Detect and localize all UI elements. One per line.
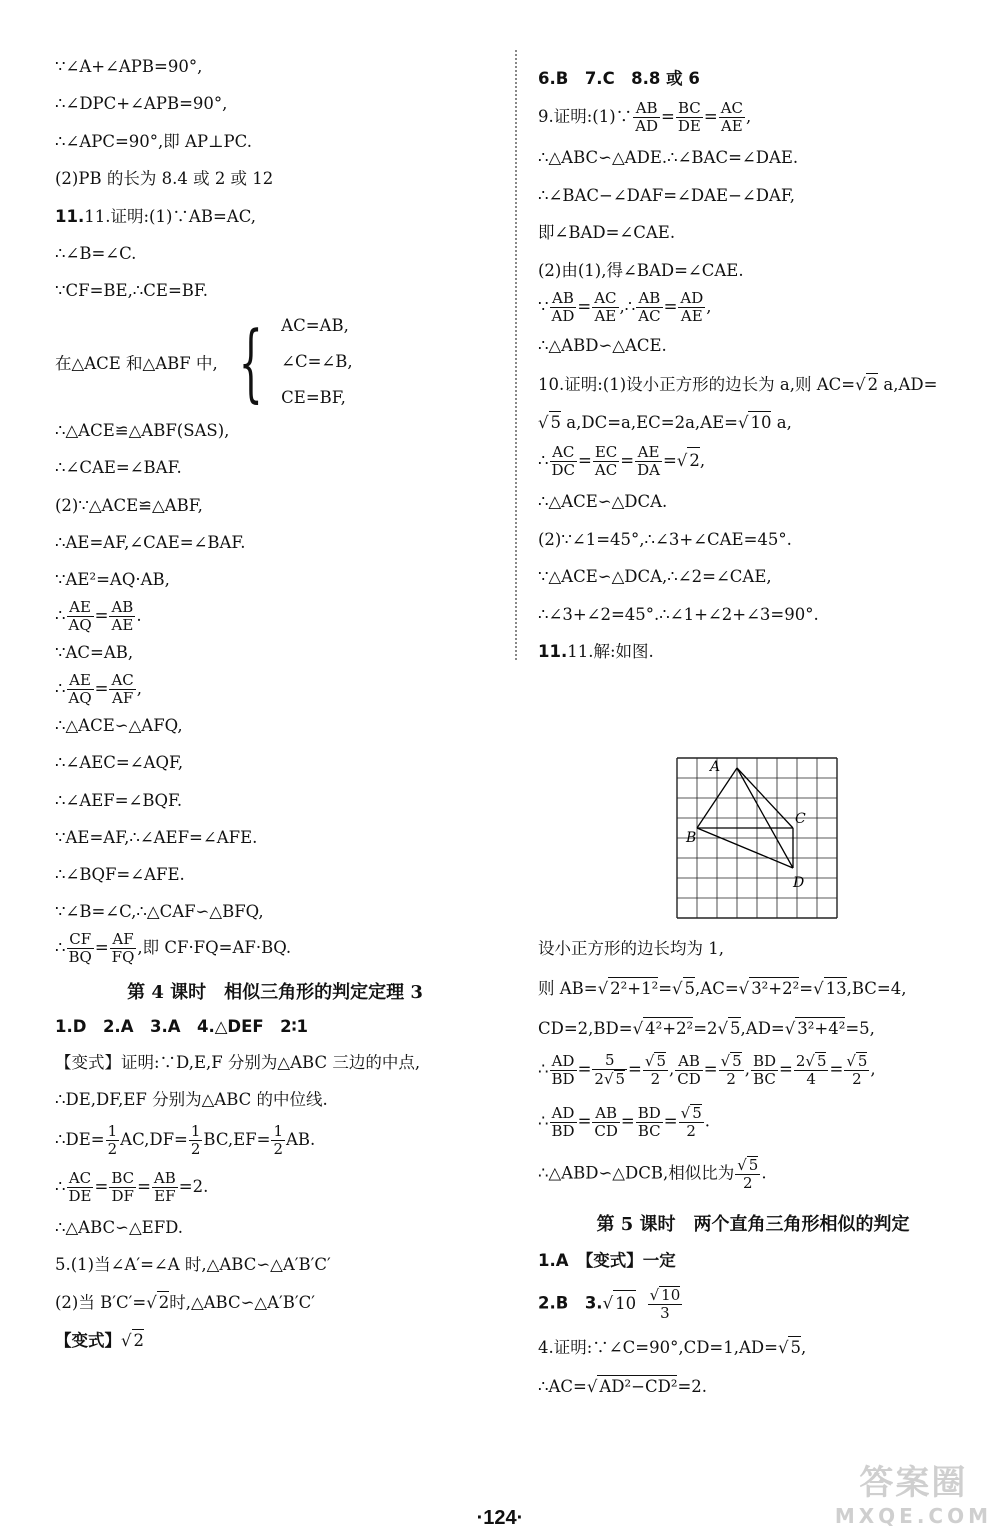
- text: (2)当 B′C′=: [55, 1293, 147, 1312]
- radicand: 2²+1²: [610, 979, 659, 998]
- radicand: 5: [692, 1104, 702, 1122]
- numerator: AB: [636, 290, 662, 308]
- text-line: (2)∵∠1=45°,∴∠3+∠CAE=45°.: [538, 530, 792, 549]
- fraction: [67, 599, 94, 634]
- text: =: [662, 451, 677, 470]
- text: .: [704, 1111, 710, 1131]
- brace-label: 在△ACE 和△ABF 中,: [55, 354, 218, 373]
- question-10: 10.证明:(1)设小正方形的边长为 a,则 AC=√ 2 a,AD=: [538, 375, 938, 394]
- fraction: [110, 931, 137, 966]
- text: ∴: [55, 606, 66, 625]
- answer-line: 1.A 【变式】一定: [538, 1251, 676, 1270]
- answer-line: 1.D 2.A 3.A 4.△DEF 2∶1: [55, 1017, 308, 1036]
- text: ∴: [55, 938, 66, 957]
- fraction: [635, 444, 662, 479]
- question-11: [538, 641, 968, 663]
- text-line: (2)∵△ACE≌△ABF,: [55, 496, 203, 515]
- variant-label: 【变式】: [55, 1331, 121, 1350]
- point-label-a: A: [710, 759, 721, 775]
- point-label-b: B: [686, 830, 697, 846]
- text-line: ∵CF=BE,∴CE=BF.: [55, 281, 209, 300]
- radicand: 5: [732, 1052, 742, 1070]
- fraction-line: ∴ $\frac{AC}{DE}$ = $\frac{BC}{DF}$ = $\frac{AB}{EF}$ =2.: [55, 1169, 209, 1205]
- page-number: ·124·: [476, 1507, 524, 1529]
- fraction: [67, 1170, 94, 1205]
- fraction: [106, 1123, 120, 1158]
- text: a,AD=: [878, 375, 938, 394]
- section-title-lesson-5: 第 5 课时 两个直角三角形相似的判定: [596, 1214, 910, 1235]
- radicand: 4²+2²: [645, 1019, 694, 1038]
- fraction: [794, 1052, 829, 1088]
- text: =: [658, 979, 673, 998]
- fraction: [592, 1052, 627, 1088]
- numerator: EC: [594, 443, 618, 461]
- section-title-lesson-4: 第 4 课时 相似三角形的判定定理 3: [127, 982, 423, 1003]
- brace-system: [55, 308, 495, 416]
- denominator: 2: [686, 1122, 696, 1140]
- radicand: 3²+4²: [797, 1019, 846, 1038]
- text-line: ∴△ACE≌△ABF(SAS),: [55, 421, 230, 440]
- radicand: 13: [825, 979, 847, 998]
- numerator: AE: [635, 444, 662, 462]
- fraction: [676, 100, 703, 135]
- numerator: BC: [111, 1169, 135, 1187]
- numerator: AB: [592, 1105, 620, 1123]
- numerator: AB: [111, 598, 134, 616]
- denominator: 2: [190, 1140, 201, 1158]
- fraction: [189, 1123, 203, 1158]
- numerator: AB: [633, 100, 660, 118]
- text-line: ∵∠B=∠C,∴△CAF∽△BFQ,: [55, 902, 264, 921]
- condition: AC=AB,: [281, 316, 349, 335]
- text: ,: [706, 297, 712, 316]
- text: 11.证明:(1)∵AB=AC,: [84, 207, 256, 226]
- denominator: AD: [551, 307, 575, 325]
- text-line: (2)PB 的长为 8.4 或 2 或 12: [55, 169, 274, 188]
- fraction-line: ∵ $\frac{AB}{AD}$ = $\frac{AC}{AE}$ ,∴ $\frac{AB}{AC}$ = $\frac{AD}{AE}$ ,: [538, 289, 712, 325]
- text: =5,: [845, 1019, 875, 1038]
- fraction: [67, 931, 94, 966]
- text-line: ∴∠BQF=∠AFE.: [55, 865, 185, 884]
- text-line: 即∠BAD=∠CAE.: [538, 223, 676, 242]
- text: a,: [771, 413, 792, 432]
- fraction: [751, 1053, 778, 1088]
- fraction: [643, 1052, 668, 1088]
- text-line: ∵AC=AB,: [55, 643, 134, 662]
- text-line: ∴AE=AF,∠CAE=∠BAF.: [55, 533, 246, 552]
- question-11: [55, 206, 495, 228]
- text-line: ∴△ACE∽△DCA.: [538, 492, 668, 511]
- numerator: √ 5: [737, 1156, 759, 1174]
- denominator: BC: [753, 1069, 776, 1088]
- fraction: [678, 290, 705, 325]
- text: =: [94, 606, 109, 625]
- radicand: 5: [550, 413, 562, 432]
- radicand: 5: [748, 1156, 759, 1174]
- fraction-line: ∴ $\frac{AD}{BD}$ = $\frac{5}{2√ 5}$ = $\frac{√ 5}{2}$ , $\frac{AB}{CD}$ = $\frac{√ 5}{2}$ , $\frac{BD}{BC}$ = $\frac{2√ 5}{4}$ = $\frac{√ 5}{2}$ ,: [538, 1051, 876, 1088]
- fraction: [550, 1105, 577, 1140]
- text-line: ∴∠AEF=∠BQF.: [55, 791, 183, 810]
- denominator: 3: [660, 1304, 670, 1322]
- text-line: ∴△ABC∽△EFD.: [55, 1218, 184, 1237]
- denominator: 2: [273, 1140, 283, 1158]
- text: 2: [594, 1070, 604, 1088]
- denominator: BD: [551, 1069, 575, 1088]
- text: ,: [800, 1338, 807, 1357]
- fraction: [593, 444, 619, 479]
- denominator: DC: [551, 461, 576, 479]
- radicand: 5: [684, 979, 696, 998]
- fraction: [592, 1105, 620, 1140]
- q-number: 11.: [55, 207, 85, 226]
- text-line: 【变式】证明:∵D,E,F 分别为△ABC 三边的中点,: [55, 1053, 421, 1072]
- watermark-bottom: MXQE.COM: [834, 1504, 992, 1528]
- numerator: 1: [273, 1122, 283, 1140]
- numerator: AC: [720, 99, 743, 117]
- numerator: AE: [67, 672, 94, 690]
- fraction: [109, 599, 135, 634]
- text-line: ∴AC=√ AD²−CD²=2.: [538, 1377, 708, 1396]
- brace-items: [281, 308, 352, 416]
- q-number: 11.: [538, 642, 568, 661]
- radicand: 5: [615, 1070, 626, 1088]
- condition: CE=BF,: [281, 388, 346, 407]
- text-line: ∴∠CAE=∠BAF.: [55, 458, 182, 477]
- denominator: 2: [107, 1140, 118, 1158]
- denominator: CD: [677, 1069, 701, 1088]
- question-4: 4.证明:∵∠C=90°,CD=1,AD=√ 5,: [538, 1338, 807, 1357]
- denominator: DF: [111, 1187, 134, 1205]
- numerator: BC: [676, 100, 703, 118]
- fraction-line: [55, 931, 495, 966]
- point-label-c: C: [795, 811, 806, 827]
- text: ,: [870, 1059, 876, 1079]
- radicand: 2: [867, 375, 879, 394]
- text: ∴: [538, 1111, 549, 1131]
- radicand: 3²+2²: [751, 979, 800, 998]
- fraction: [109, 1170, 136, 1205]
- answer-line: 2.B 3.√ 10 $\frac{√ 10}{3}$: [538, 1286, 681, 1322]
- numerator: CF: [67, 931, 94, 949]
- radicand: 5: [816, 1052, 827, 1070]
- text: =2: [693, 1019, 718, 1038]
- text: =2.: [178, 1177, 209, 1196]
- numerator: AF: [110, 931, 137, 949]
- numerator: AD: [550, 1053, 577, 1071]
- fraction-line: 9.证明:(1)∵ $\frac{AB}{AD}$ = $\frac{BC}{DE}$ = $\frac{AC}{AE}$ ,: [538, 99, 752, 135]
- numerator: AC: [594, 289, 617, 307]
- text-line: ∵AE²=AQ·AB,: [55, 570, 170, 589]
- condition: ∠C=∠B,: [281, 352, 353, 371]
- text: =: [94, 938, 109, 957]
- fraction: [735, 1156, 760, 1192]
- denominator: AF: [112, 689, 134, 707]
- text-line: 则 AB=√ 2²+1²=√ 5,AC=√ 3²+2²=√ 13,BC=4,: [538, 979, 907, 998]
- text-line: CD=2,BD=√ 4²+2²=2√ 5,AD=√ 3²+4²=5,: [538, 1019, 875, 1038]
- fraction: [675, 1053, 703, 1088]
- fraction: [719, 1052, 744, 1088]
- fraction: [636, 1105, 663, 1140]
- text: AC,DF=: [120, 1130, 188, 1149]
- fraction: [844, 1052, 869, 1088]
- right-column: [538, 68, 968, 663]
- text: ∴: [55, 1177, 66, 1196]
- fraction: [550, 1053, 577, 1088]
- text-line: ∴∠BAC−∠DAF=∠DAE−∠DAF,: [538, 186, 795, 205]
- text: 4.证明:∵∠C=90°,CD=1,AD=: [538, 1338, 778, 1357]
- fraction: [67, 672, 94, 707]
- text-line: ∴DE,DF,EF 分别为△ABC 的中位线.: [55, 1090, 328, 1109]
- denominator: AE: [720, 117, 743, 135]
- fraction-line: [55, 1123, 495, 1158]
- denominator: 2√ 5: [594, 1070, 626, 1088]
- text-line: (2)当 B′C′=√ 2时,△ABC∽△A′B′C′: [55, 1293, 316, 1312]
- text-line: (2)由(1),得∠BAD=∠CAE.: [538, 261, 744, 280]
- numerator: AC: [550, 444, 578, 462]
- denominator: BC: [637, 1121, 661, 1140]
- text-line: ∴∠DPC+∠APB=90°,: [55, 94, 228, 113]
- text: =: [94, 679, 109, 698]
- text: ∵: [538, 297, 549, 316]
- numerator: BD: [752, 1051, 776, 1070]
- text: ,AD=: [740, 1019, 785, 1038]
- text-line: ∵△ACE∽△DCA,∴∠2=∠CAE,: [538, 567, 772, 586]
- text: ∴AC=: [538, 1377, 587, 1396]
- denominator: 4: [806, 1070, 816, 1088]
- fraction: [636, 290, 662, 325]
- text: 11.解:如图.: [567, 642, 654, 661]
- fraction: [719, 100, 745, 135]
- radicand: 2: [158, 1293, 170, 1312]
- denominator: CD: [594, 1121, 618, 1140]
- text-line: ∴∠APC=90°,即 AP⊥PC.: [55, 132, 252, 151]
- text-line: 【变式】√ 2: [55, 1331, 145, 1350]
- fraction-line: [55, 599, 495, 634]
- numerator: 5: [592, 1052, 627, 1070]
- text-line: ∵∠A+∠APB=90°,: [55, 57, 203, 76]
- denominator: FQ: [111, 948, 135, 966]
- text: AB.: [285, 1130, 316, 1149]
- numerator: √ 5: [846, 1052, 868, 1070]
- radicand: 10: [613, 1290, 636, 1317]
- numerator: 1: [190, 1122, 201, 1140]
- denominator: AQ: [68, 689, 92, 707]
- text-line: ∴∠B=∠C.: [55, 244, 137, 263]
- fraction-line: [538, 1156, 968, 1192]
- radicand: 5: [656, 1052, 666, 1070]
- text-line: √ 5 a,DC=a,EC=2a,AE=√ 10 a,: [538, 413, 792, 432]
- denominator: 2: [742, 1174, 753, 1192]
- denominator: 2: [726, 1070, 736, 1088]
- watermark-logo: [835, 1455, 992, 1528]
- radicand: 5: [857, 1052, 868, 1070]
- text-line: 5.(1)当∠A′=∠A 时,△ABC∽△A′B′C′: [55, 1255, 331, 1274]
- fraction-line: ∴ $\frac{AC}{DC}$ = $\frac{EC}{AC}$ = $\frac{AE}{DA}$ =√ 2,: [538, 443, 706, 479]
- denominator: EF: [154, 1187, 176, 1205]
- text: a,DC=a,EC=2a,AE=: [561, 413, 738, 432]
- numerator: AB: [153, 1169, 176, 1187]
- text: BC,EF=: [203, 1130, 271, 1149]
- fraction: [271, 1123, 285, 1158]
- radicand: 2: [687, 447, 700, 474]
- numerator: AC: [111, 671, 134, 689]
- text: 9.证明:(1)∵: [538, 107, 633, 126]
- grid-lines: [677, 758, 837, 918]
- numerator: AD: [680, 289, 704, 307]
- denominator: DE: [677, 117, 701, 135]
- text: 10.证明:(1)设小正方形的边长为 a,则 AC=: [538, 375, 856, 394]
- denominator: BD: [551, 1121, 575, 1140]
- numerator: √ 5: [720, 1052, 742, 1070]
- radicand: 2: [133, 1331, 145, 1350]
- radicand: 10: [661, 1286, 681, 1304]
- denominator: 2: [650, 1070, 661, 1088]
- denominator: 2: [852, 1070, 862, 1088]
- numerator: 2√ 5: [795, 1052, 827, 1070]
- denominator: AE: [594, 307, 617, 325]
- fraction-line: [55, 672, 495, 707]
- text: ,: [746, 107, 752, 126]
- fraction: [679, 1104, 704, 1140]
- text-line: ∴△ACE∽△AFQ,: [55, 716, 183, 735]
- denominator: AE: [111, 616, 134, 634]
- text: 则 AB=: [538, 979, 598, 998]
- numerator: 1: [107, 1122, 118, 1140]
- radicand: 5: [730, 1019, 741, 1038]
- text: .: [136, 606, 142, 625]
- text: ,: [699, 451, 706, 470]
- text: =: [799, 979, 814, 998]
- fraction: [152, 1170, 178, 1205]
- numerator: AE: [67, 599, 94, 617]
- text: 2.B 3.: [538, 1293, 603, 1313]
- answer-line: 6.B 7.C 8.8 或 6: [538, 69, 700, 88]
- denominator: AQ: [68, 616, 92, 634]
- numerator: AB: [550, 290, 577, 308]
- text-line: ∵AE=AF,∴∠AEF=∠AFE.: [55, 828, 258, 847]
- text: ∴DE=: [55, 1130, 105, 1149]
- denominator: AD: [635, 117, 659, 135]
- numerator: √ 10: [649, 1286, 681, 1304]
- text-line: ∴∠3+∠2=45°.∴∠1+∠2+∠3=90°.: [538, 605, 819, 624]
- denominator: BQ: [68, 948, 92, 966]
- text: ,∴: [619, 297, 636, 316]
- text: ∴: [538, 451, 549, 470]
- denominator: AC: [594, 461, 618, 479]
- denominator: AC: [638, 307, 661, 325]
- text: 时,△ABC∽△A′B′C′: [169, 1293, 316, 1312]
- text: .: [761, 1163, 767, 1183]
- denominator: DE: [68, 1187, 92, 1205]
- point-label-d: D: [793, 875, 805, 891]
- fraction: [648, 1286, 683, 1322]
- text-line: ∴△ABC∽△ADE.∴∠BAC=∠DAE.: [538, 148, 799, 167]
- segment-bd: [697, 828, 793, 868]
- text: ,即 CF·FQ=AF·BQ.: [137, 938, 292, 957]
- denominator: DA: [637, 461, 660, 479]
- fraction: [592, 290, 618, 325]
- text-line: 设小正方形的边长均为 1,: [538, 939, 724, 958]
- fraction-line: ∴ $\frac{AD}{BD}$ = $\frac{AB}{CD}$ = $\frac{BD}{BC}$ = $\frac{√ 5}{2}$ .: [538, 1103, 710, 1140]
- left-column: [55, 56, 495, 1352]
- text-line: ∴△ABD∽△ACE.: [538, 336, 667, 355]
- text: ,BC=4,: [846, 979, 907, 998]
- radicand: AD²−CD²: [599, 1377, 678, 1396]
- left-brace-icon: {: [238, 313, 263, 411]
- text: CD=2,BD=: [538, 1019, 633, 1038]
- fraction: [109, 672, 135, 707]
- grid-figure: [676, 757, 838, 919]
- text: ,: [136, 679, 143, 698]
- text: =2.: [677, 1377, 708, 1396]
- numerator: √ 5: [644, 1052, 666, 1070]
- right-column-lower: [538, 938, 968, 1398]
- text: ∴△ABD∽△DCB,相似比为: [538, 1163, 735, 1183]
- text: ∴: [55, 679, 66, 698]
- fraction: [633, 100, 660, 135]
- numerator: AB: [675, 1053, 703, 1071]
- denominator: AE: [680, 307, 703, 325]
- text: ∴: [538, 1059, 549, 1079]
- radicand: 10: [750, 413, 772, 432]
- fraction: [550, 444, 578, 479]
- radicand: 5: [790, 1338, 801, 1357]
- column-divider: [515, 50, 517, 660]
- text-line: ∴∠AEC=∠AQF,: [55, 753, 184, 772]
- watermark-top: 答案圈: [859, 1463, 968, 1503]
- numerator: √ 5: [680, 1104, 702, 1122]
- numerator: AD: [550, 1105, 577, 1123]
- text: ,AC=: [695, 979, 739, 998]
- numerator: BD: [637, 1103, 661, 1122]
- numerator: AC: [67, 1170, 94, 1188]
- fraction: [550, 290, 577, 325]
- text: 2: [795, 1052, 806, 1070]
